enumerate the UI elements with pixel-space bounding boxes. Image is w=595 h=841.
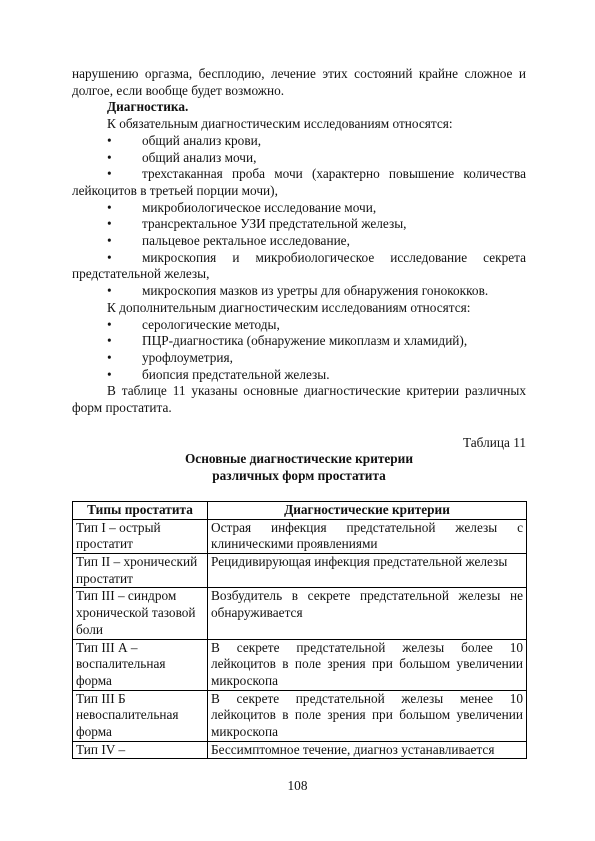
bullet-icon: • [107,349,112,365]
list-item: • трансректальное УЗИ предстательной железы, [107,216,407,232]
type-cell: Тип III – синдром хронической тазовой боли [73,588,208,639]
bullet-icon: • [107,249,112,265]
bullet-icon: • [107,233,112,249]
type-cell: Тип IV – [73,741,208,759]
table-row [73,553,527,587]
table-header-row [73,501,527,519]
table-row [73,639,527,690]
list-item: • пальцевое ректальное исследование, [107,233,350,249]
list-item: • ПЦР-диагностика (обнаружение микоплазм и хламидий), [107,333,468,349]
criteria-cell: Острая инфекция предстательной железы с клиническими проявлениями [208,519,527,553]
additional-intro: К дополнительным диагностическим исследованиям относятся: [107,299,471,315]
list-item: • общий анализ мочи, [107,149,257,165]
bullet-icon: • [107,283,112,299]
table-row [73,588,527,639]
type-cell: Тип II – хронический простатит [73,553,208,587]
table-row [73,690,527,741]
criteria-cell: В секрете предстательной железы менее 10 лейкоцитов в поле зрения при большом увеличении микроскопа [208,690,527,741]
criteria-table [72,501,527,760]
page-body [72,66,526,759]
list-item: • общий анализ крови, [107,132,262,148]
page-number: 108 [287,778,308,793]
table-caption: Таблица 11 [462,434,526,450]
table-row [73,741,527,759]
diagnostics-heading: Диагностика. [107,99,189,115]
criteria-cell: В секрете предстательной железы более 10 лейкоцитов в поле зрения при большом увеличении микроскопа [208,639,527,690]
list-item: • трехстаканная проба мочи (характерно повышение количества лейкоцитов в третьей порции мочи), [72,166,526,198]
list-item: • микроскопия и микробиологическое исследование секрета предстательной железы, [72,249,526,282]
type-cell: Тип III А – воспалительная форма [73,639,208,690]
list-item: • серологические методы, [107,316,280,332]
criteria-cell: Бессимптомное течение, диагноз устанавливается [208,741,527,759]
list-item: • микроскопия мазков из уретры для обнаружения гонококков. [107,283,489,299]
bullet-icon: • [107,216,112,232]
criteria-cell: Рецидивирующая инфекция предстательной железы [208,553,527,587]
bullet-icon: • [107,149,112,165]
column-header-types: Типы простатита [73,501,208,519]
bullet-icon: • [107,166,112,182]
type-cell: Тип I – острый простатит [73,519,208,553]
table-reference-paragraph: В таблице 11 указаны основные диагностические критерии различных форм простатита. [72,383,526,416]
bullet-icon: • [107,333,112,349]
bullet-icon: • [107,316,112,332]
list-item: • микробиологическое исследование мочи, [107,199,377,215]
bullet-icon: • [107,132,112,148]
intro-paragraph: нарушению оргазма, бесплодию, лечение этих состояний крайне сложное и долгое, если вообще будет возможно. [72,66,526,98]
additional-list [72,317,526,384]
list-item: • биопсия предстательной железы. [107,366,330,382]
type-cell: Тип III Б невоспалительная форма [73,690,208,741]
list-item: • урофлоуметрия, [107,349,233,365]
table-row [73,519,527,553]
mandatory-list [72,133,526,300]
table-title-line-1: Основные диагностические критерии [184,451,414,467]
bullet-icon: • [107,199,112,215]
bullet-icon: • [107,366,112,382]
mandatory-intro: К обязательным диагностическим исследованиям относятся: [107,116,453,132]
criteria-cell: Возбудитель в секрете предстательной железы не обнаруживается [208,588,527,639]
column-header-criteria: Диагностические критерии [208,501,527,519]
table-title-line-2: различных форм простатита [212,468,386,484]
